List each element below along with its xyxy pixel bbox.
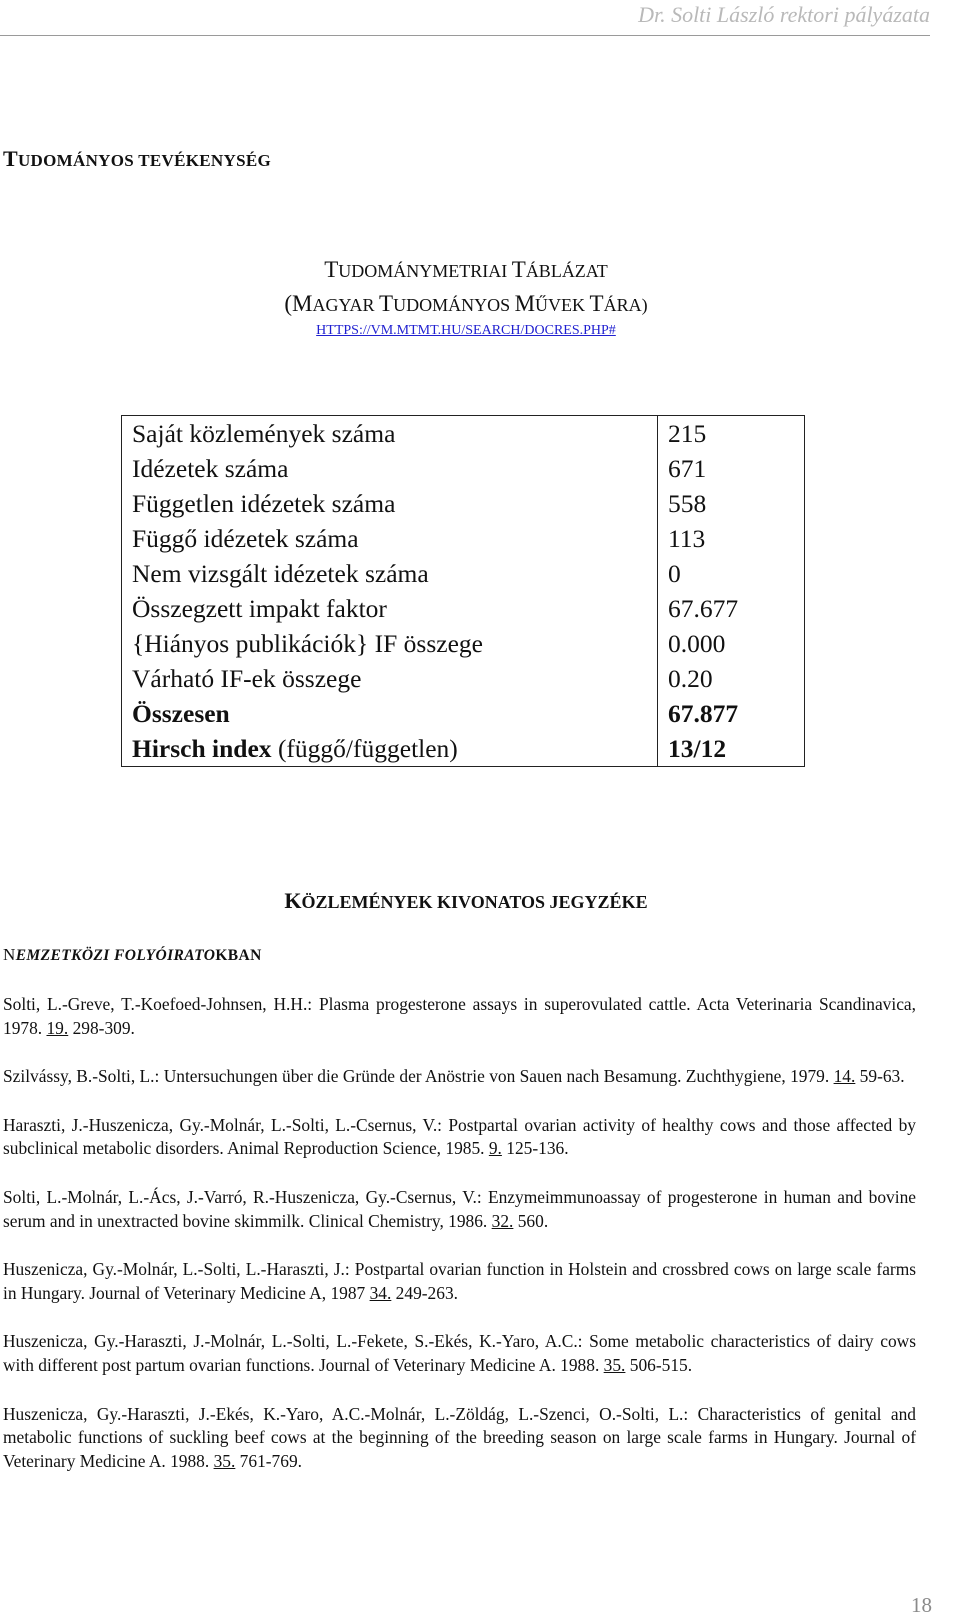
- reference-volume: 19.: [46, 1017, 69, 1038]
- metric-value: 558: [658, 486, 805, 521]
- header-divider: [0, 35, 930, 36]
- mtmt-link[interactable]: HTTPS://VM.MTMT.HU/SEARCH/DOCRES.PHP#: [316, 323, 616, 338]
- metric-value: 0.20: [658, 661, 805, 696]
- sub-heading-end: KBAN: [215, 947, 262, 964]
- metric-value: 67.677: [658, 591, 805, 626]
- reference-pages: 59-63.: [855, 1066, 905, 1087]
- metric-value: 671: [658, 451, 805, 486]
- sub-heading-middle: EMZETKÖZI FOLYÓIRATO: [15, 947, 216, 964]
- metric-label: {Hiányos publikációk} IF összege: [132, 629, 483, 658]
- section-heading-rest: UDOMÁNYOS TEVÉKENYSÉG: [17, 151, 271, 170]
- total-label: [122, 696, 658, 731]
- reference-text: Huszenicza, Gy.-Haraszti, J.-Molnár, L.-Solti, L.-Fekete, S.-Ekés, K.-Yaro, A.C.: Some metabolic characteristics of dairy cows with different post partum ovarian functions. Journal of Veterinary Medicine A. 1988.: [3, 1331, 916, 1375]
- reference-pages: 298-309.: [68, 1017, 135, 1038]
- reference-pages: 506-515.: [625, 1354, 693, 1375]
- reference-pages: 761-769.: [235, 1450, 302, 1471]
- hirsch-label-rest: (függő/független): [271, 734, 458, 763]
- list-item: [3, 1258, 916, 1305]
- table-title-line-2: [0, 291, 932, 317]
- hirsch-label: [122, 731, 658, 767]
- title-part: ŰVEK: [535, 295, 590, 315]
- reference-text: Huszenicza, Gy.-Molnár, L.-Solti, L.-Haraszti, J.: Postpartal ovarian function in Holstein and crossbred cows on large scale farms in Hungary. Journal of Veterinary Medicine A, 1987: [3, 1259, 916, 1303]
- metric-label: Független idézetek száma: [132, 489, 396, 518]
- list-item: [3, 1403, 916, 1474]
- table-row: [122, 451, 805, 486]
- international-journals-heading: [3, 945, 262, 965]
- table-row: [122, 661, 805, 696]
- hirsch-value-text: 13/12: [668, 734, 727, 763]
- reference-volume: 14.: [833, 1066, 856, 1087]
- metric-value: 215: [658, 416, 805, 452]
- reference-text: Huszenicza, Gy.-Haraszti, J.-Ekés, K.-Yaro, A.C.-Molnár, L.-Zöldág, L.-Szenci, O.-Solti, L.: Characteristics of genital and metabolic functions of suckling beef cows at the beginning of the breeding season on large scale farms in Hungary. Journal of Veterinary Medicine A. 1988.: [3, 1403, 916, 1471]
- hirsch-label-bold: Hirsch index: [132, 734, 272, 763]
- title-part: T: [379, 291, 394, 316]
- table-row: [122, 521, 805, 556]
- metric-label: Függő idézetek száma: [132, 524, 359, 553]
- metric-label: Idézetek száma: [132, 454, 289, 483]
- reference-list: [3, 993, 916, 1498]
- reference-volume: 9.: [488, 1138, 502, 1159]
- metric-label: Összegzett impakt faktor: [132, 594, 387, 623]
- sub-heading-initial: N: [3, 945, 16, 964]
- title-part: AGYAR: [312, 295, 380, 315]
- section-heading: [3, 146, 271, 172]
- title-part: T: [589, 291, 604, 316]
- reference-text: Szilvássy, B.-Solti, L.: Untersuchungen über die Gründe der Anöstrie von Sauen nach Besamung. Zuchthygiene, 1979.: [3, 1066, 834, 1087]
- list-item: [3, 1114, 916, 1161]
- reference-volume: 35.: [603, 1354, 626, 1375]
- list-item: [3, 1186, 916, 1233]
- reference-text: Haraszti, J.-Huszenicza, Gy.-Molnár, L.-Solti, L.-Csernus, V.: Postpartal ovarian activity of healthy cows and those affected by subclinical metabolic disorders. Animal Reproduction Science, 1985.: [3, 1114, 916, 1159]
- running-header: Dr. Solti László rektori pályázata: [638, 2, 930, 27]
- scientometrics-table: [121, 415, 805, 767]
- title-part: ÁRA): [603, 295, 648, 315]
- list-title-rest: ÖZLEMÉNYEK KIVONATOS JEGYZÉKE: [301, 892, 648, 912]
- title-part: (M: [284, 291, 313, 316]
- publication-list-title: [0, 888, 932, 914]
- table-row: [122, 486, 805, 521]
- page-number: 18: [911, 1593, 932, 1617]
- title-part: ÁBLÁZAT: [525, 261, 608, 281]
- total-label-text: Összesen: [132, 699, 230, 728]
- table-row: [122, 556, 805, 591]
- reference-volume: 35.: [213, 1450, 236, 1471]
- title-part: UDOMÁNYMETRIAI: [338, 261, 512, 281]
- list-item: [3, 993, 916, 1040]
- hirsch-value: [658, 731, 805, 767]
- total-row: [122, 696, 805, 731]
- section-heading-initial: T: [3, 146, 18, 171]
- reference-text: Solti, L.-Molnár, L.-Ács, J.-Varró, R.-Huszenicza, Gy.-Csernus, V.: Enzymeimmunoassay of progesterone in human and bovine serum and in unextracted bovine skimmilk. Clinical Chemistry, 1986.: [3, 1186, 916, 1231]
- table-title-line-1: [0, 257, 932, 283]
- list-item: [3, 1330, 916, 1377]
- table-row: [122, 626, 805, 661]
- reference-pages: 249-263.: [391, 1282, 458, 1303]
- metric-label: Saját közlemények száma: [132, 419, 396, 448]
- table-row: [122, 416, 805, 452]
- reference-volume: 34.: [369, 1282, 392, 1303]
- table-row: [122, 591, 805, 626]
- total-value: [658, 696, 805, 731]
- metric-value: 113: [658, 521, 805, 556]
- metric-label: Nem vizsgált idézetek száma: [132, 559, 429, 588]
- reference-volume: 32.: [491, 1210, 514, 1231]
- reference-text: Solti, L.-Greve, T.-Koefoed-Johnsen, H.H.: Plasma progesterone assays in superovulated cattle. Acta Veterinaria Scandinavica, 1978.: [3, 994, 916, 1038]
- title-part: UDOMÁNYOS: [393, 295, 515, 315]
- metric-value: 0: [658, 556, 805, 591]
- total-value-text: 67.877: [668, 699, 739, 728]
- reference-pages: 560.: [513, 1210, 549, 1231]
- reference-pages: 125-136.: [501, 1138, 569, 1159]
- metric-value: 0.000: [658, 626, 805, 661]
- hirsch-row: [122, 731, 805, 767]
- title-part: T: [324, 257, 339, 282]
- title-part: T: [511, 257, 526, 282]
- metric-label: Várható IF-ek összege: [132, 664, 362, 693]
- list-title-initial: K: [284, 888, 302, 913]
- list-item: [3, 1065, 916, 1089]
- title-part: M: [514, 291, 536, 316]
